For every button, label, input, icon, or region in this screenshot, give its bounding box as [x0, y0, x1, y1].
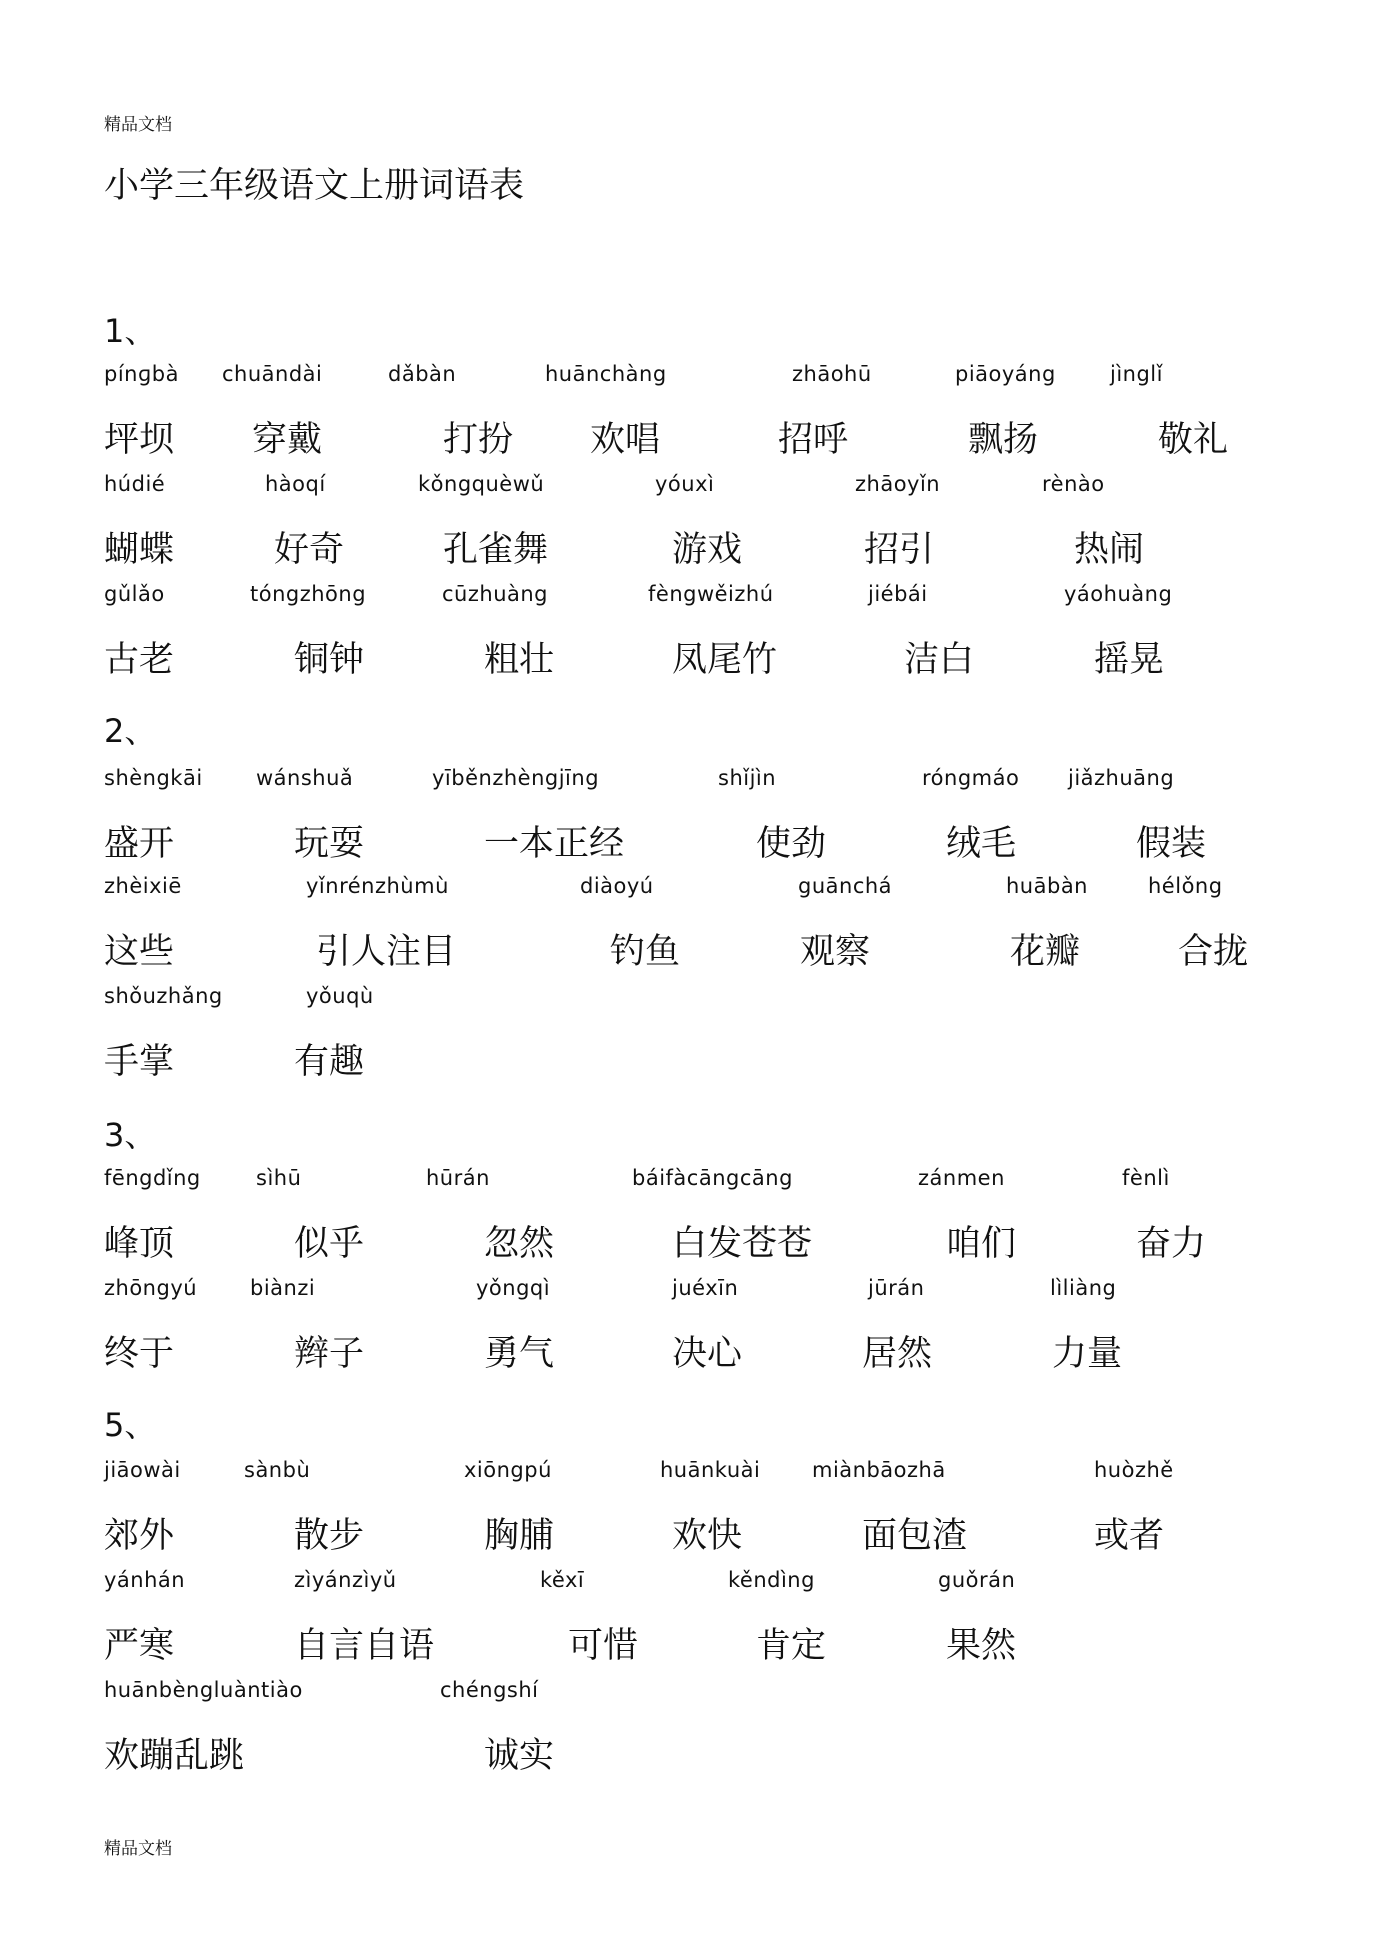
- word-pinyin: zhāoyǐn: [855, 472, 941, 496]
- word-pinyin: yǒuqù: [306, 984, 374, 1008]
- word-hanzi: 凤尾竹: [672, 640, 778, 680]
- word-hanzi: 辫子: [294, 1334, 365, 1374]
- word-pinyin: huānchàng: [545, 362, 667, 386]
- word-pinyin: pínɡbà: [104, 362, 180, 386]
- word-hanzi: 古老: [104, 640, 175, 680]
- word-hanzi: 可惜: [568, 1626, 639, 1666]
- header-label: 精品文档: [104, 115, 172, 135]
- word-pinyin: yǐnrénzhùmù: [306, 874, 449, 898]
- word-pinyin: wánshuǎ: [256, 766, 354, 790]
- word-pinyin: chéngshí: [440, 1678, 539, 1702]
- word-pinyin: fènlì: [1122, 1166, 1170, 1190]
- word-hanzi: 忽然: [484, 1224, 555, 1264]
- word-pinyin: zìyánzìyǔ: [294, 1568, 397, 1592]
- word-pinyin: zhāohū: [792, 362, 872, 386]
- word-pinyin: kǒngquèwǔ: [418, 472, 545, 496]
- word-hanzi: 盛开: [104, 824, 175, 864]
- word-pinyin: shǒuzhǎng: [104, 984, 223, 1008]
- word-hanzi: 或者: [1094, 1516, 1165, 1556]
- word-hanzi: 打扮: [443, 420, 514, 460]
- word-hanzi: 玩耍: [294, 824, 365, 864]
- word-hanzi: 假装: [1136, 824, 1207, 864]
- word-hanzi: 孔雀舞: [443, 530, 549, 570]
- page-title: 小学三年级语文上册词语表: [104, 166, 525, 206]
- word-pinyin: hūrán: [426, 1166, 490, 1190]
- word-pinyin: lìliàng: [1050, 1276, 1117, 1300]
- word-pinyin: hàoqí: [265, 472, 326, 496]
- word-hanzi: 严寒: [104, 1626, 175, 1666]
- word-pinyin: zhèixiē: [104, 874, 182, 898]
- word-hanzi: 似乎: [294, 1224, 365, 1264]
- word-hanzi: 居然: [862, 1334, 933, 1374]
- word-pinyin: juéxīn: [672, 1276, 739, 1300]
- word-pinyin: cūzhuàng: [442, 582, 549, 606]
- word-hanzi: 钓鱼: [610, 932, 681, 972]
- word-pinyin: rènào: [1042, 472, 1105, 496]
- word-pinyin: fèngwěizhú: [648, 582, 774, 606]
- word-hanzi: 粗壮: [484, 640, 555, 680]
- word-hanzi: 峰顶: [104, 1224, 175, 1264]
- word-pinyin: yáohuàng: [1064, 582, 1173, 606]
- word-pinyin: gǔlǎo: [104, 582, 165, 606]
- word-pinyin: biànzi: [250, 1276, 316, 1300]
- word-pinyin: dǎbàn: [388, 362, 457, 386]
- word-hanzi: 合拢: [1178, 932, 1249, 972]
- word-hanzi: 胸脯: [484, 1516, 555, 1556]
- word-pinyin: tóngzhōng: [250, 582, 367, 606]
- word-pinyin: shèngkāi: [104, 766, 203, 790]
- section-number: 5、: [104, 1406, 157, 1444]
- word-pinyin: diàoyú: [580, 874, 654, 898]
- word-hanzi: 摇晃: [1094, 640, 1165, 680]
- word-hanzi: 决心: [672, 1334, 743, 1374]
- word-hanzi: 欢快: [672, 1516, 743, 1556]
- word-pinyin: jiāowài: [104, 1458, 181, 1482]
- word-hanzi: 这些: [104, 932, 175, 972]
- section-number: 1、: [104, 312, 157, 350]
- word-pinyin: húdié: [104, 472, 166, 496]
- word-pinyin: zánmen: [918, 1166, 1005, 1190]
- word-pinyin: guānchá: [798, 874, 893, 898]
- word-hanzi: 肯定: [756, 1626, 827, 1666]
- word-hanzi: 使劲: [756, 824, 827, 864]
- word-pinyin: jūrán: [868, 1276, 925, 1300]
- word-hanzi: 绒毛: [946, 824, 1017, 864]
- word-hanzi: 终于: [104, 1334, 175, 1374]
- word-hanzi: 自言自语: [294, 1626, 435, 1666]
- word-pinyin: xiōngpú: [464, 1458, 552, 1482]
- word-pinyin: báifàcāngcāng: [632, 1166, 793, 1190]
- word-hanzi: 引人注目: [316, 932, 457, 972]
- word-hanzi: 穿戴: [252, 420, 323, 460]
- word-pinyin: huānbèngluàntiào: [104, 1678, 303, 1702]
- word-pinyin: jiébái: [868, 582, 928, 606]
- word-pinyin: yóuxì: [655, 472, 715, 496]
- word-hanzi: 有趣: [294, 1042, 365, 1082]
- word-pinyin: zhōngyú: [104, 1276, 198, 1300]
- word-hanzi: 游戏: [672, 530, 743, 570]
- section-number: 2、: [104, 712, 157, 750]
- word-pinyin: yánhán: [104, 1568, 186, 1592]
- footer-label: 精品文档: [104, 1839, 172, 1859]
- word-hanzi: 奋力: [1136, 1224, 1207, 1264]
- word-hanzi: 花瓣: [1010, 932, 1081, 972]
- word-pinyin: miànbāozhā: [812, 1458, 946, 1482]
- word-pinyin: fēngdǐng: [104, 1166, 201, 1190]
- word-hanzi: 观察: [800, 932, 871, 972]
- word-hanzi: 敬礼: [1158, 420, 1229, 460]
- word-hanzi: 白发苍苍: [672, 1224, 813, 1264]
- section-number: 3、: [104, 1116, 157, 1154]
- word-hanzi: 铜钟: [294, 640, 365, 680]
- word-pinyin: chuāndài: [222, 362, 323, 386]
- word-hanzi: 果然: [946, 1626, 1017, 1666]
- word-hanzi: 面包渣: [862, 1516, 968, 1556]
- word-pinyin: kěxī: [540, 1568, 585, 1592]
- word-hanzi: 欢蹦乱跳: [104, 1736, 245, 1776]
- word-hanzi: 招引: [864, 530, 935, 570]
- word-pinyin: jiǎzhuāng: [1068, 766, 1175, 790]
- word-hanzi: 飘扬: [968, 420, 1039, 460]
- word-hanzi: 洁白: [904, 640, 975, 680]
- word-pinyin: hélǒng: [1148, 874, 1223, 898]
- word-hanzi: 散步: [294, 1516, 365, 1556]
- word-pinyin: yīběnzhèngjīng: [432, 766, 600, 790]
- word-pinyin: yǒngqì: [476, 1276, 551, 1300]
- word-pinyin: shǐjìn: [718, 766, 777, 790]
- word-pinyin: róngmáo: [922, 766, 1020, 790]
- word-hanzi: 诚实: [484, 1736, 555, 1776]
- word-hanzi: 招呼: [778, 420, 849, 460]
- word-pinyin: huòzhě: [1094, 1458, 1174, 1482]
- word-hanzi: 咱们: [946, 1224, 1017, 1264]
- word-pinyin: jìnglǐ: [1110, 362, 1163, 386]
- word-hanzi: 力量: [1052, 1334, 1123, 1374]
- word-hanzi: 郊外: [104, 1516, 175, 1556]
- word-hanzi: 欢唱: [590, 420, 661, 460]
- word-pinyin: guǒrán: [938, 1568, 1016, 1592]
- word-hanzi: 热闹: [1074, 530, 1145, 570]
- word-pinyin: kěndìng: [728, 1568, 815, 1592]
- word-pinyin: huānkuài: [660, 1458, 761, 1482]
- word-pinyin: sìhū: [256, 1166, 302, 1190]
- word-hanzi: 好奇: [274, 530, 345, 570]
- word-hanzi: 勇气: [484, 1334, 555, 1374]
- word-hanzi: 一本正经: [484, 824, 625, 864]
- word-pinyin: huābàn: [1006, 874, 1088, 898]
- word-pinyin: sànbù: [244, 1458, 311, 1482]
- word-hanzi: 蝴蝶: [104, 530, 175, 570]
- word-pinyin: piāoyáng: [955, 362, 1056, 386]
- word-hanzi: 坪坝: [104, 420, 175, 460]
- word-hanzi: 手掌: [104, 1042, 175, 1082]
